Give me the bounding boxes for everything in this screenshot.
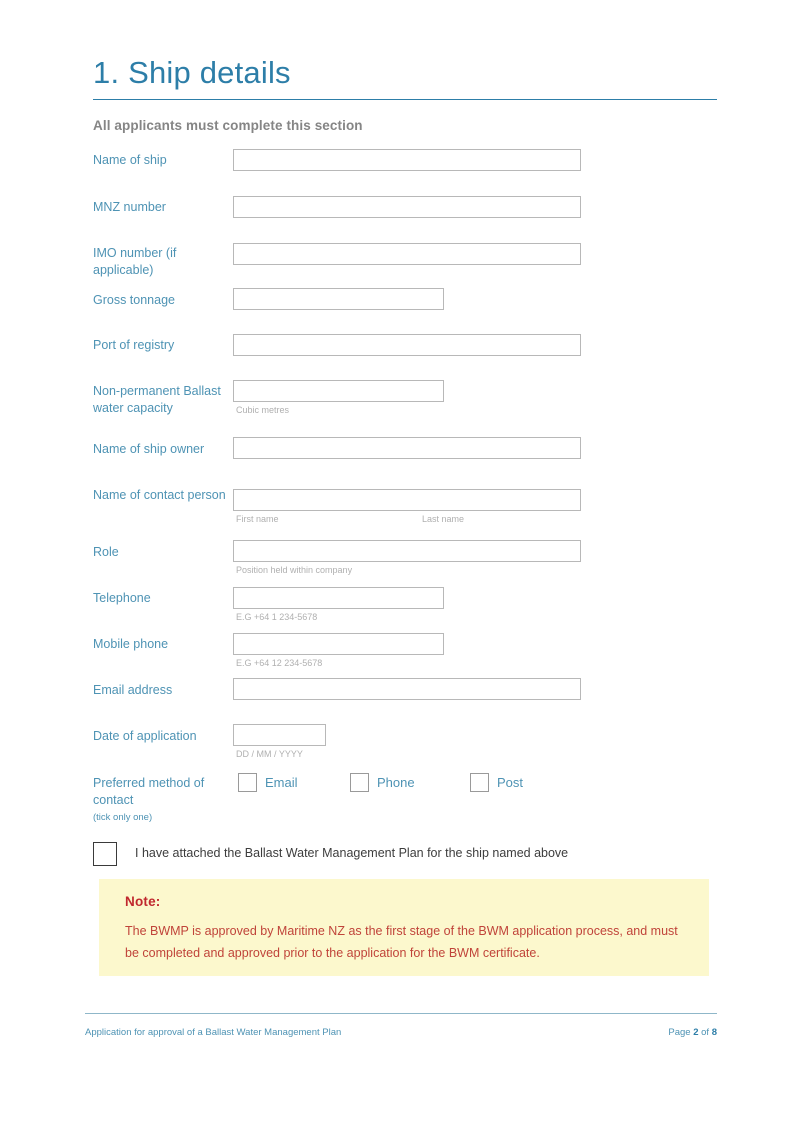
- page-prefix: Page: [668, 1027, 694, 1038]
- field-input-name-of-ship-owner[interactable]: [233, 437, 581, 459]
- field-label-imo-number-if-applicable: IMO number (if applicable): [93, 246, 177, 277]
- page-current: 2: [693, 1027, 699, 1038]
- field-hint-mobile-phone: E.G +64 12 234-5678: [236, 658, 323, 668]
- field-input-role[interactable]: [233, 540, 581, 562]
- field-hint-date-of-application: DD / MM / YYYY: [236, 749, 303, 759]
- field-hint-role: Position held within company: [236, 565, 353, 575]
- field-input-name-of-contact-person[interactable]: [233, 489, 581, 511]
- field-label-name-of-ship-owner: Name of ship owner: [93, 442, 205, 456]
- page-total: 8: [711, 1027, 717, 1038]
- contact-method-label-phone: Phone: [377, 775, 415, 790]
- contact-method-checkbox-email[interactable]: [238, 773, 257, 792]
- field-label-gross-tonnage: Gross tonnage: [93, 293, 175, 307]
- field-hint2-name-of-contact-person: Last name: [422, 514, 465, 524]
- field-hint-telephone: E.G +64 1 234-5678: [236, 612, 318, 622]
- field-input-non-permanent-ballast-water-capacity[interactable]: [233, 380, 444, 402]
- field-input-imo-number-if-applicable[interactable]: [233, 243, 581, 265]
- field-input-telephone[interactable]: [233, 587, 444, 609]
- page-title: 1. Ship details: [93, 55, 291, 90]
- attachment-label: I have attached the Ballast Water Management Plan for the ship named above: [135, 846, 569, 860]
- page-separator: of: [698, 1027, 712, 1038]
- footer-divider: [85, 1013, 717, 1014]
- field-label-date-of-application: Date of application: [93, 729, 197, 743]
- attachment-checkbox[interactable]: [93, 842, 117, 866]
- field-input-port-of-registry[interactable]: [233, 334, 581, 356]
- contact-method-hint: (tick only one): [93, 812, 153, 823]
- footer-page-number: [668, 1027, 717, 1038]
- field-label-port-of-registry: Port of registry: [93, 338, 175, 352]
- contact-method-label-email: Email: [265, 775, 298, 790]
- contact-method-checkbox-post[interactable]: [470, 773, 489, 792]
- field-label-mnz-number: MNZ number: [93, 200, 166, 214]
- contact-method-label-post: Post: [497, 775, 524, 790]
- field-label-non-permanent-ballast-water-capacity: Non-permanent Ballast water capacity: [93, 384, 221, 415]
- note-title: Note:: [125, 894, 161, 909]
- field-input-email-address[interactable]: [233, 678, 581, 700]
- footer-document-title: Application for approval of a Ballast Water Management Plan: [85, 1027, 342, 1038]
- field-label-role: Role: [93, 545, 119, 559]
- field-hint-non-permanent-ballast-water-capacity: Cubic metres: [236, 405, 290, 415]
- field-input-mnz-number[interactable]: [233, 196, 581, 218]
- field-label-email-address: Email address: [93, 683, 173, 697]
- field-label-telephone: Telephone: [93, 591, 151, 605]
- field-label-name-of-contact-person: Name of contact person: [93, 488, 226, 502]
- contact-method-checkbox-phone[interactable]: [350, 773, 369, 792]
- field-input-gross-tonnage[interactable]: [233, 288, 444, 310]
- field-label-preferred-method-of-contact: Preferred method of contact: [93, 776, 205, 807]
- note-body: The BWMP is approved by Maritime NZ as the first stage of the BWM application process, and must be completed and approved prior to the application for the BWM certificate.: [125, 924, 678, 960]
- section-subheading: All applicants must complete this section: [93, 118, 363, 133]
- field-label-mobile-phone: Mobile phone: [93, 637, 169, 651]
- field-input-mobile-phone[interactable]: [233, 633, 444, 655]
- field-input-date-of-application[interactable]: [233, 724, 326, 746]
- field-label-name-of-ship: Name of ship: [93, 153, 167, 167]
- field-input-name-of-ship[interactable]: [233, 149, 581, 171]
- field-hint-name-of-contact-person: First name: [236, 514, 279, 524]
